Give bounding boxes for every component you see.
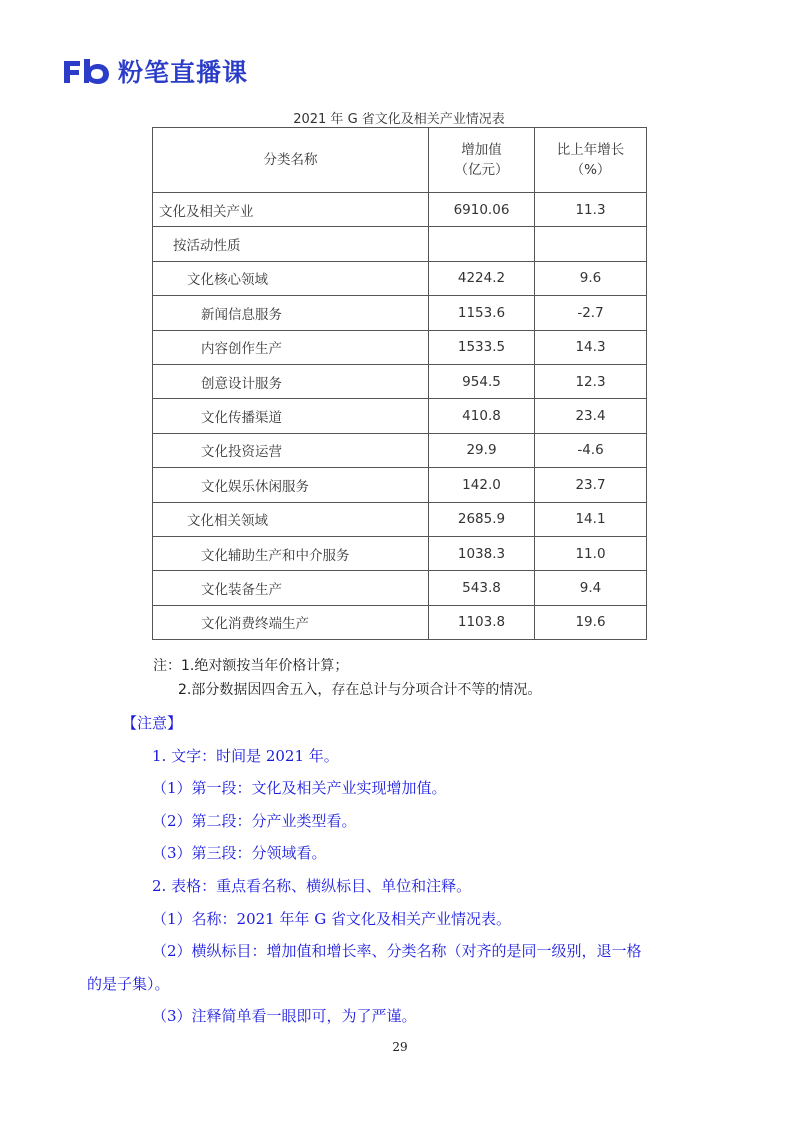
fenbi-logo-icon (62, 57, 112, 85)
brand-logo (62, 54, 248, 88)
row-growth: -2.7 (535, 296, 647, 330)
header-value-line2: （亿元） (454, 162, 509, 178)
row-growth: 19.6 (535, 605, 647, 639)
commentary-line: （1）第一段：文化及相关产业实现增加值。 (152, 779, 447, 798)
row-value: 954.5 (429, 364, 535, 398)
row-name: 文化装备生产 (153, 571, 429, 605)
row-value: 142.0 (429, 468, 535, 502)
row-growth: 11.0 (535, 536, 647, 570)
table-row (153, 364, 647, 398)
table-row (153, 227, 647, 261)
header-growth-line2: （%） (570, 162, 611, 178)
row-value: 4224.2 (429, 261, 535, 295)
row-growth: -4.6 (535, 433, 647, 467)
table-row (153, 468, 647, 502)
row-value: 410.8 (429, 399, 535, 433)
row-growth: 9.4 (535, 571, 647, 605)
row-name: 文化娱乐休闲服务 (153, 468, 429, 502)
table-row (153, 399, 647, 433)
header-value-line1: 增加值 (461, 142, 502, 158)
row-name: 文化相关领域 (153, 502, 429, 536)
industry-table (152, 127, 647, 640)
row-value: 2685.9 (429, 502, 535, 536)
commentary-line: 的是子集）。 (87, 974, 170, 993)
table-row (153, 605, 647, 639)
row-growth (535, 227, 647, 261)
table-row (153, 261, 647, 295)
table-row (153, 296, 647, 330)
row-value: 29.9 (429, 433, 535, 467)
commentary-line: 1. 文字：时间是 2021 年。 (152, 746, 339, 765)
note-line-2: 2.部分数据因四舍五入，存在总计与分项合计不等的情况。 (178, 682, 542, 698)
table-row (153, 536, 647, 570)
row-value: 1153.6 (429, 296, 535, 330)
row-growth: 14.3 (535, 330, 647, 364)
header-value (429, 128, 535, 193)
commentary-line: （3）注释简单看一眼即可，为了严谨。 (152, 1007, 417, 1026)
row-value: 1103.8 (429, 605, 535, 639)
row-name: 文化辅助生产和中介服务 (153, 536, 429, 570)
table-row (153, 330, 647, 364)
table-title: 2021 年 G 省文化及相关产业情况表 (293, 112, 505, 127)
commentary-line: （2）第二段：分产业类型看。 (152, 811, 357, 830)
row-name: 创意设计服务 (153, 364, 429, 398)
header-growth-line1: 比上年增长 (556, 142, 625, 158)
commentary (87, 707, 710, 1033)
row-value: 1038.3 (429, 536, 535, 570)
row-name: 文化传播渠道 (153, 399, 429, 433)
row-value: 543.8 (429, 571, 535, 605)
row-name: 新闻信息服务 (153, 296, 429, 330)
row-growth: 23.4 (535, 399, 647, 433)
row-growth: 11.3 (535, 193, 647, 227)
row-value (429, 227, 535, 261)
row-name: 内容创作生产 (153, 330, 429, 364)
table-row (153, 433, 647, 467)
commentary-heading: 【注意】 (122, 714, 183, 732)
row-name: 文化消费终端生产 (153, 605, 429, 639)
row-name: 文化投资运营 (153, 433, 429, 467)
row-value: 6910.06 (429, 193, 535, 227)
table-row (153, 502, 647, 536)
logo-text: 粉笔直播课 (118, 58, 249, 87)
table-row (153, 571, 647, 605)
row-growth: 12.3 (535, 364, 647, 398)
row-name: 按活动性质 (153, 227, 429, 261)
row-growth: 23.7 (535, 468, 647, 502)
table-header-row (153, 128, 647, 193)
commentary-line: （1）名称：2021 年年 G 省文化及相关产业情况表。 (152, 909, 512, 928)
row-growth: 14.1 (535, 502, 647, 536)
table-row (153, 193, 647, 227)
header-growth (535, 128, 647, 193)
commentary-line: 2. 表格：重点看名称、横纵标目、单位和注释。 (152, 876, 472, 895)
row-name: 文化核心领域 (153, 261, 429, 295)
commentary-line: （3）第三段：分领域看。 (152, 844, 327, 863)
header-category: 分类名称 (153, 128, 429, 193)
table-notes (153, 654, 541, 702)
page-number: 29 (392, 1040, 408, 1054)
note-line-1: 注：1.绝对额按当年价格计算； (153, 658, 349, 674)
row-name: 文化及相关产业 (153, 193, 429, 227)
commentary-line: （2）横纵标目：增加值和增长率、分类名称（对齐的是同一级别，退一格 (152, 942, 642, 961)
row-value: 1533.5 (429, 330, 535, 364)
row-growth: 9.6 (535, 261, 647, 295)
